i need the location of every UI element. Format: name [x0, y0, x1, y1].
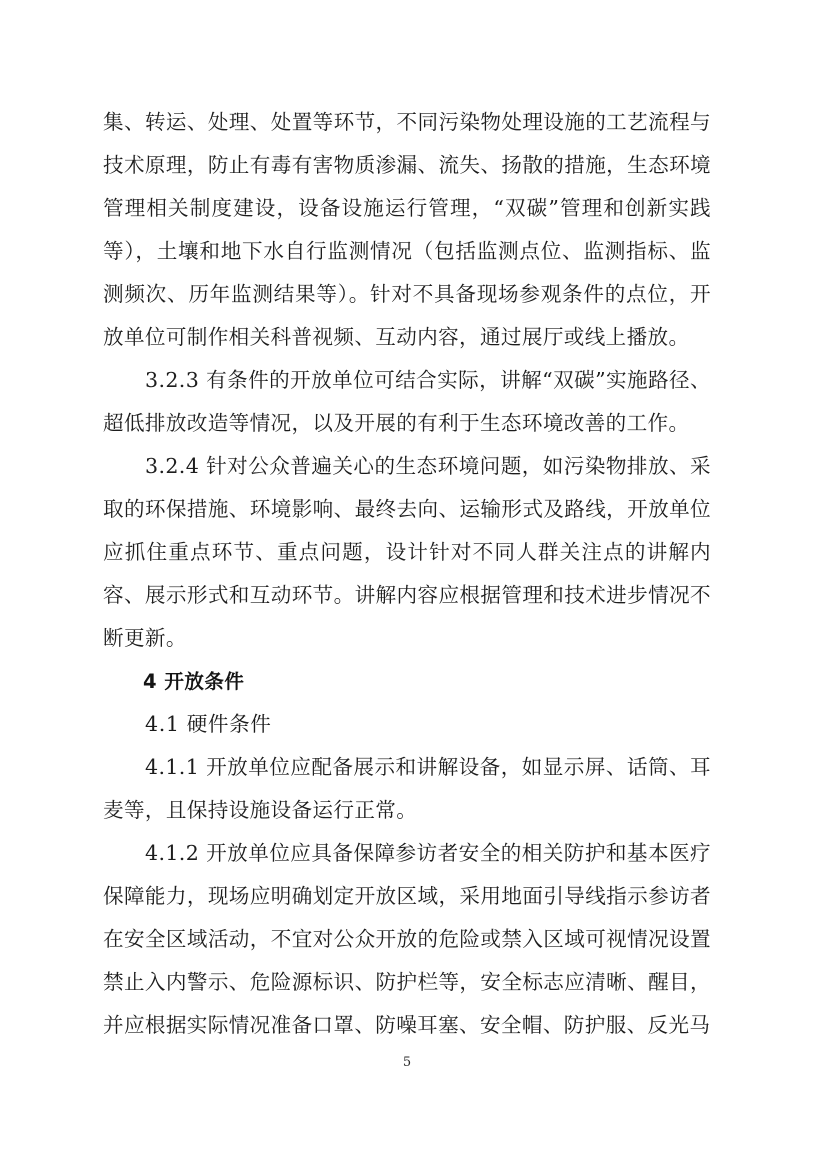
paragraph-3-2-4: 3.2.4 针对公众普遍关心的生态环境问题，如污染物排放、采取的环保措施、环境影响、最终去向、运输形式及路线，开放单位应抓住重点环节、重点问题，设计针对不同人群关注点的讲解内容、展示形式和互动环节。讲解内容应根据管理和技术进步情况不断更新。: [103, 454, 711, 650]
document-text-column: [103, 101, 711, 1047]
section-heading-4-1: 4.1 硬件条件: [145, 712, 272, 736]
paragraph-3-2-3: 3.2.3 有条件的开放单位可结合实际，讲解“双碳”实施路径、超低排放改造等情况，以及开展的有利于生态环境改善的工作。: [103, 368, 711, 435]
page-number: 5: [402, 1055, 412, 1070]
paragraph-4-1-2: 4.1.2 开放单位应具备保障参访者安全的相关防护和基本医疗保障能力，现场应明确划定开放区域，采用地面引导线指示参访者在安全区域活动，不宜对公众开放的危险或禁入区域可视情况设置禁止入内警示、危险源标识、防护栏等，安全标志应清晰、醒目，并应根据实际情况准备口罩、防噪耳塞、安全帽、防护服、反光马: [103, 841, 711, 1037]
paragraph-3-2-2-continued: 集、转运、处理、处置等环节，不同污染物处理设施的工艺流程与技术原理，防止有毒有害物质渗漏、流失、扬散的措施，生态环境管理相关制度建设，设备设施运行管理，“双碳”管理和创新实践等），土壤和地下水自行监测情况（包括监测点位、监测指标、监测频次、历年监测结果等）。针对不具备现场参观条件的点位，开放单位可制作相关科普视频、互动内容，通过展厅或线上播放。: [103, 110, 711, 349]
paragraph-4-1-1: 4.1.1 开放单位应配备展示和讲解设备，如显示屏、话筒、耳麦等，且保持设施设备运行正常。: [103, 755, 711, 822]
section-heading-4: 4 开放条件: [143, 670, 245, 693]
